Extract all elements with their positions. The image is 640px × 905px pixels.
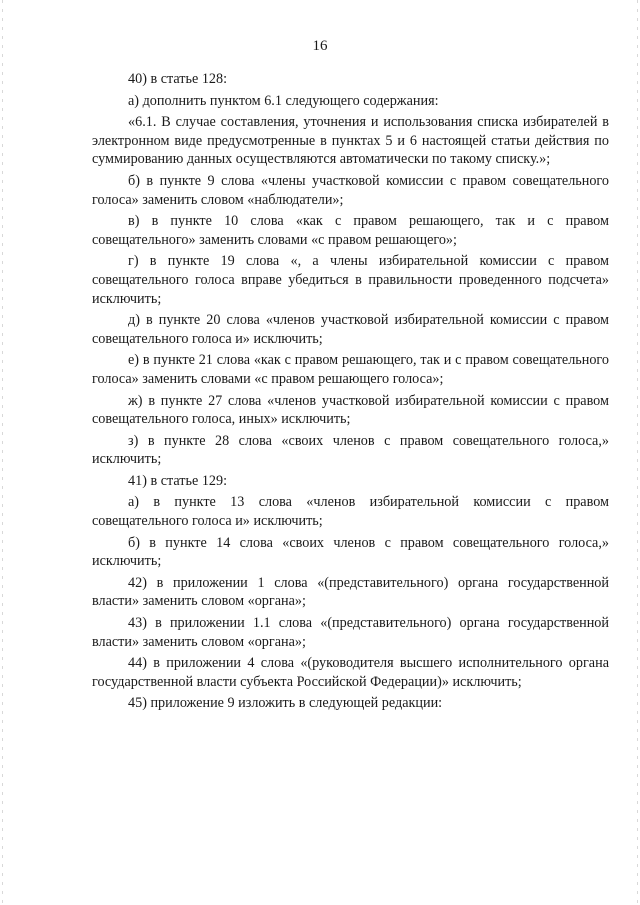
paragraph-subitem-40v: в) в пункте 10 слова «как с правом решающего, так и с правом совещательного» заменить словами «с правом решающего»; [92,213,609,248]
paragraph-subitem-40zh: ж) в пункте 27 слова «членов участковой избирательной комиссии с правом совещательного голоса, иных» исключить; [92,392,609,428]
paragraph-subitem-41b: б) в пункте 14 слова «своих членов с правом совещательного голоса,» исключить; [92,534,609,570]
page-number: 16 [312,38,328,54]
paragraph-subitem-40z: з) в пункте 28 слова «своих членов с правом совещательного голоса,» исключить; [92,432,609,468]
paragraph-subitem-41a: а) в пункте 13 слова «членов избирательной комиссии с правом совещательного голоса и» исключить; [92,494,609,530]
paragraph-subitem-40e: е) в пункте 21 слова «как с правом решающего, так и с правом совещательного голоса» заменить словами «с правом решающего голоса»; [92,352,609,387]
paragraph-item-44: 44) в приложении 4 слова «(руководителя высшего исполнительного органа государственной власти субъекта Российской Федерации)» исключить; [92,655,609,690]
paragraph-item-40: 40) в статье 128: [128,71,228,87]
paragraph-subitem-40g: г) в пункте 19 слова «, а члены избирательной комиссии с правом совещательного голоса вправе убедиться в правильности проведенного подсчета» исключить; [92,253,609,307]
paragraph-item-42: 42) в приложении 1 слова «(представительного) органа государственной власти» заменить словом «органа»; [92,574,609,610]
scan-edge-right [637,0,638,905]
paragraph-item-43: 43) в приложении 1.1 слова «(представительного) органа государственной власти» заменить словом «органа»; [92,615,609,650]
scan-edge-left [2,0,3,905]
paragraph-subitem-40d: д) в пункте 20 слова «членов участковой избирательной комиссии с правом совещательного голоса и» исключить; [92,312,609,347]
paragraph-item-41: 41) в статье 129: [128,472,228,489]
paragraph-quote-6-1: «6.1. В случае составления, уточнения и использования списка избирателей в электронном виде предусмотренные в пунктах 5 и 6 настоящей статьи действия по суммированию данных осуществляются автоматически по такому списку.»; [92,114,609,168]
document-body [92,70,609,716]
paragraph-subitem-40b: б) в пункте 9 слова «члены участковой комиссии с правом совещательного голоса» заменить словом «наблюдатели»; [92,172,609,208]
paragraph-item-45: 45) приложение 9 изложить в следующей редакции: [128,695,443,712]
paragraph-subitem-40a: а) дополнить пунктом 6.1 следующего содержания: [128,92,439,109]
